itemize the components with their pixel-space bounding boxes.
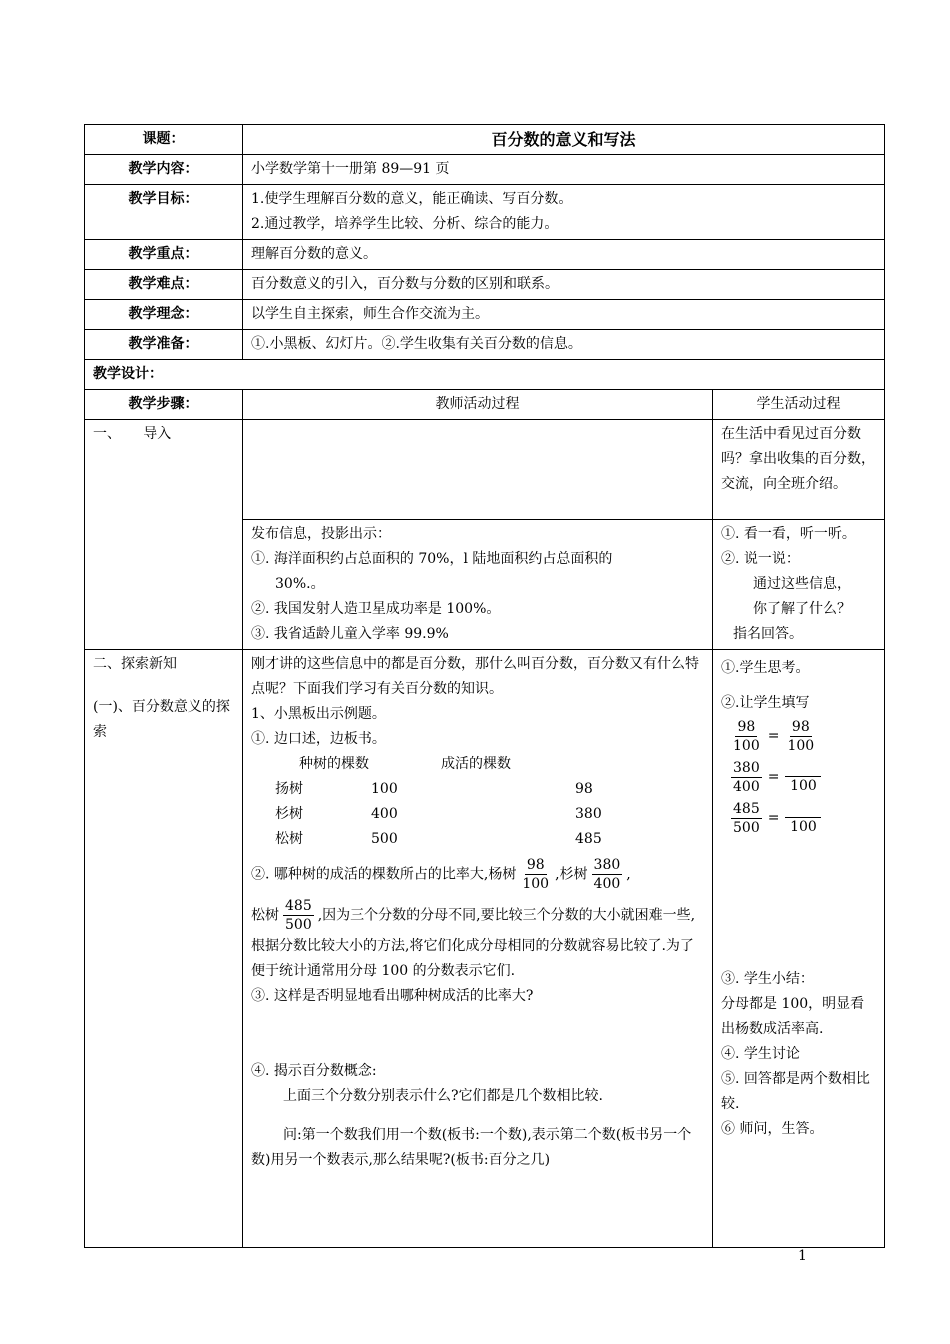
info-item-cont: 30%.。 — [275, 576, 325, 592]
teacher-header: 教师活动过程 — [243, 390, 713, 420]
key-point-label: 教学重点： — [85, 240, 243, 270]
fraction-num: 485 — [733, 801, 760, 817]
fraction — [785, 718, 816, 755]
fraction — [731, 800, 762, 837]
fraction-num: 98 — [526, 857, 545, 873]
tree-table — [251, 752, 704, 852]
equals-sign: = — [767, 810, 780, 826]
goal-item: 2.通过教学，培养学生比较、分析、综合的能力。 — [251, 216, 559, 232]
tree-survived: 380 — [575, 806, 602, 822]
concept-value: 以学生自主探索，师生合作交流为主。 — [243, 300, 885, 330]
fraction-den: 100 — [522, 876, 550, 892]
step1-label-text: 一、 导入 — [93, 426, 172, 442]
intro-paragraph: 刚才讲的这些信息中的都是百分数，那什么叫百分数，百分数又有什么特点呢？下面我们学习有关百分数的知识。 — [251, 656, 699, 697]
student-fill: ②.让学生填写 — [721, 695, 810, 711]
student-step: 通过这些信息， — [753, 576, 851, 592]
step2-sub-label: (一)、百分数意义的探索 — [93, 699, 230, 740]
tree-survived: 98 — [575, 781, 593, 797]
student-summary-detail: 分母都是 100，明显看出杨数成活率高. — [721, 996, 865, 1037]
tree-planted: 100 — [371, 781, 398, 797]
tree-col-header: 成活的棵数 — [441, 756, 511, 772]
tree-row — [275, 777, 704, 802]
fraction-num: 485 — [285, 898, 312, 914]
tree-name: 松树 — [275, 831, 303, 847]
fraction-blank[interactable] — [785, 760, 821, 795]
q2-text: ,杉树 — [555, 866, 588, 883]
question-2 — [251, 856, 704, 893]
fraction-den: 100 — [733, 738, 760, 754]
key-point-value: 理解百分数的意义。 — [243, 240, 885, 270]
example-line: ①. 边口述，边板书。 — [251, 731, 386, 747]
info-item: ②. 我国发射人造卫星成功率是 100%。 — [251, 601, 501, 617]
tree-col-header: 种树的棵数 — [299, 756, 369, 772]
info-item: ③. 我省适龄儿童入学率 99.9% — [251, 626, 449, 642]
difficulty-value: 百分数意义的引入，百分数与分数的区别和联系。 — [243, 270, 885, 300]
fraction-blank[interactable] — [785, 801, 821, 836]
tree-name: 扬树 — [275, 781, 303, 797]
fraction-den: 100 — [790, 778, 817, 794]
concept-row — [85, 300, 885, 330]
tree-table-header — [275, 752, 704, 777]
content-value: 小学数学第十一册第 89—91 页 — [243, 155, 885, 185]
fraction — [731, 759, 762, 796]
q2-text: , — [626, 866, 631, 883]
q2-text: ,因为三个分数的分母不同,要比较三个分数的大小就困难一些,根据分数比较大小的方法,将它们化成分母相同的分数就容易比较了.为了便于统计通常用分母 100 的分数表示它们. — [251, 907, 696, 979]
preparation-label: 教学准备： — [85, 330, 243, 360]
student-header: 学生活动过程 — [713, 390, 885, 420]
tree-row — [275, 827, 704, 852]
header-row — [85, 390, 885, 420]
step1-student-a: 在生活中看见过百分数吗？拿出收集的百分数，交流，向全班介绍。 — [713, 420, 885, 520]
student-summary: ③. 学生小结： — [721, 971, 814, 987]
fraction-den: 500 — [285, 917, 312, 933]
equals-sign: = — [767, 769, 780, 785]
lesson-title: 百分数的意义和写法 — [243, 125, 885, 155]
student-step: 指名回答。 — [733, 626, 803, 642]
blank-numerator[interactable] — [785, 801, 821, 818]
question-4: ④. 揭示百分数概念: — [251, 1063, 377, 1079]
key-point-row — [85, 240, 885, 270]
topic-row — [85, 125, 885, 155]
preparation-row — [85, 330, 885, 360]
concept-label: 教学理念： — [85, 300, 243, 330]
step1-row-a — [85, 420, 885, 520]
content-label: 教学内容： — [85, 155, 243, 185]
step1-label — [85, 420, 243, 650]
goals-label: 教学目标： — [85, 185, 243, 240]
q2-text: ②. 哪种树的成活的棵数所占的比率大,杨树 — [251, 866, 517, 883]
preparation-value: ①.小黑板、幻灯片。②.学生收集有关百分数的信息。 — [243, 330, 885, 360]
fraction-song — [283, 897, 314, 934]
fraction-den: 500 — [733, 820, 760, 836]
difficulty-label: 教学难点： — [85, 270, 243, 300]
step2-row — [85, 650, 885, 1248]
student-step: ②. 说一说： — [721, 551, 800, 567]
fraction-den: 400 — [593, 876, 621, 892]
design-label: 教学设计： — [85, 360, 885, 390]
fraction-shan — [592, 856, 623, 893]
tree-name: 杉树 — [275, 806, 303, 822]
fraction-den: 400 — [733, 779, 760, 795]
step2-label-cell — [85, 650, 243, 1248]
question-5: 问:第一个数我们用一个数(板书:一个数),表示第二个数(板书另一个数)用另一个数表示,那么结果呢?(板书:百分之几) — [251, 1127, 692, 1168]
tree-survived: 485 — [575, 831, 602, 847]
step2-teacher — [243, 650, 713, 1248]
fraction-num: 380 — [733, 760, 760, 776]
goals-value — [243, 185, 885, 240]
lesson-plan-table — [84, 124, 885, 1248]
content-row — [85, 155, 885, 185]
steps-header: 教学步骤： — [85, 390, 243, 420]
tree-planted: 500 — [371, 831, 398, 847]
goal-item: 1.使学生理解百分数的意义，能正确读、写百分数。 — [251, 191, 573, 207]
question-2-cont — [251, 897, 704, 984]
design-row — [85, 360, 885, 390]
difficulty-row — [85, 270, 885, 300]
student-step: 你了解了什么？ — [753, 601, 851, 617]
page-number: 1 — [798, 1248, 807, 1264]
fraction — [731, 718, 762, 755]
fraction-num: 98 — [791, 719, 810, 735]
student-qa: ⑥ 师问，生答。 — [721, 1121, 824, 1137]
topic-label: 课题： — [85, 125, 243, 155]
step2-label: 二、探索新知 — [93, 656, 177, 672]
example-line: 1、小黑板出示例题。 — [251, 706, 386, 722]
fill-row-1 — [727, 718, 876, 755]
student-think: ①.学生思考。 — [721, 660, 810, 676]
step1-student-b — [713, 520, 885, 650]
blank-numerator[interactable] — [785, 760, 821, 777]
question-4-detail: 上面三个分数分别表示什么?它们都是几个数相比较. — [283, 1088, 603, 1104]
fraction-yang — [520, 856, 551, 893]
fraction-num: 380 — [593, 857, 621, 873]
student-answer: ⑤. 回答都是两个数相比较. — [721, 1071, 870, 1112]
fraction-den: 100 — [787, 738, 815, 754]
fill-row-2 — [727, 759, 876, 796]
equals-sign: = — [767, 728, 780, 744]
fraction-den: 100 — [790, 819, 817, 835]
step1-teacher-b — [243, 520, 713, 650]
question-3: ③. 这样是否明显地看出哪种树成活的比率大? — [251, 988, 534, 1004]
student-step: ①. 看一看，听一听。 — [721, 526, 856, 542]
info-intro: 发布信息，投影出示： — [251, 526, 391, 542]
step1-teacher-empty — [243, 420, 713, 520]
q2-text: 松树 — [251, 907, 279, 924]
tree-planted: 400 — [371, 806, 398, 822]
step2-student — [713, 650, 885, 1248]
goals-row — [85, 185, 885, 240]
student-discuss: ④. 学生讨论 — [721, 1046, 800, 1062]
fill-row-3 — [727, 800, 876, 837]
lesson-plan-page — [84, 124, 884, 1248]
tree-row — [275, 802, 704, 827]
fraction-num: 98 — [737, 719, 756, 735]
info-item: ①. 海洋面积约占总面积的 70%，l 陆地面积约占总面积的 — [251, 551, 613, 567]
